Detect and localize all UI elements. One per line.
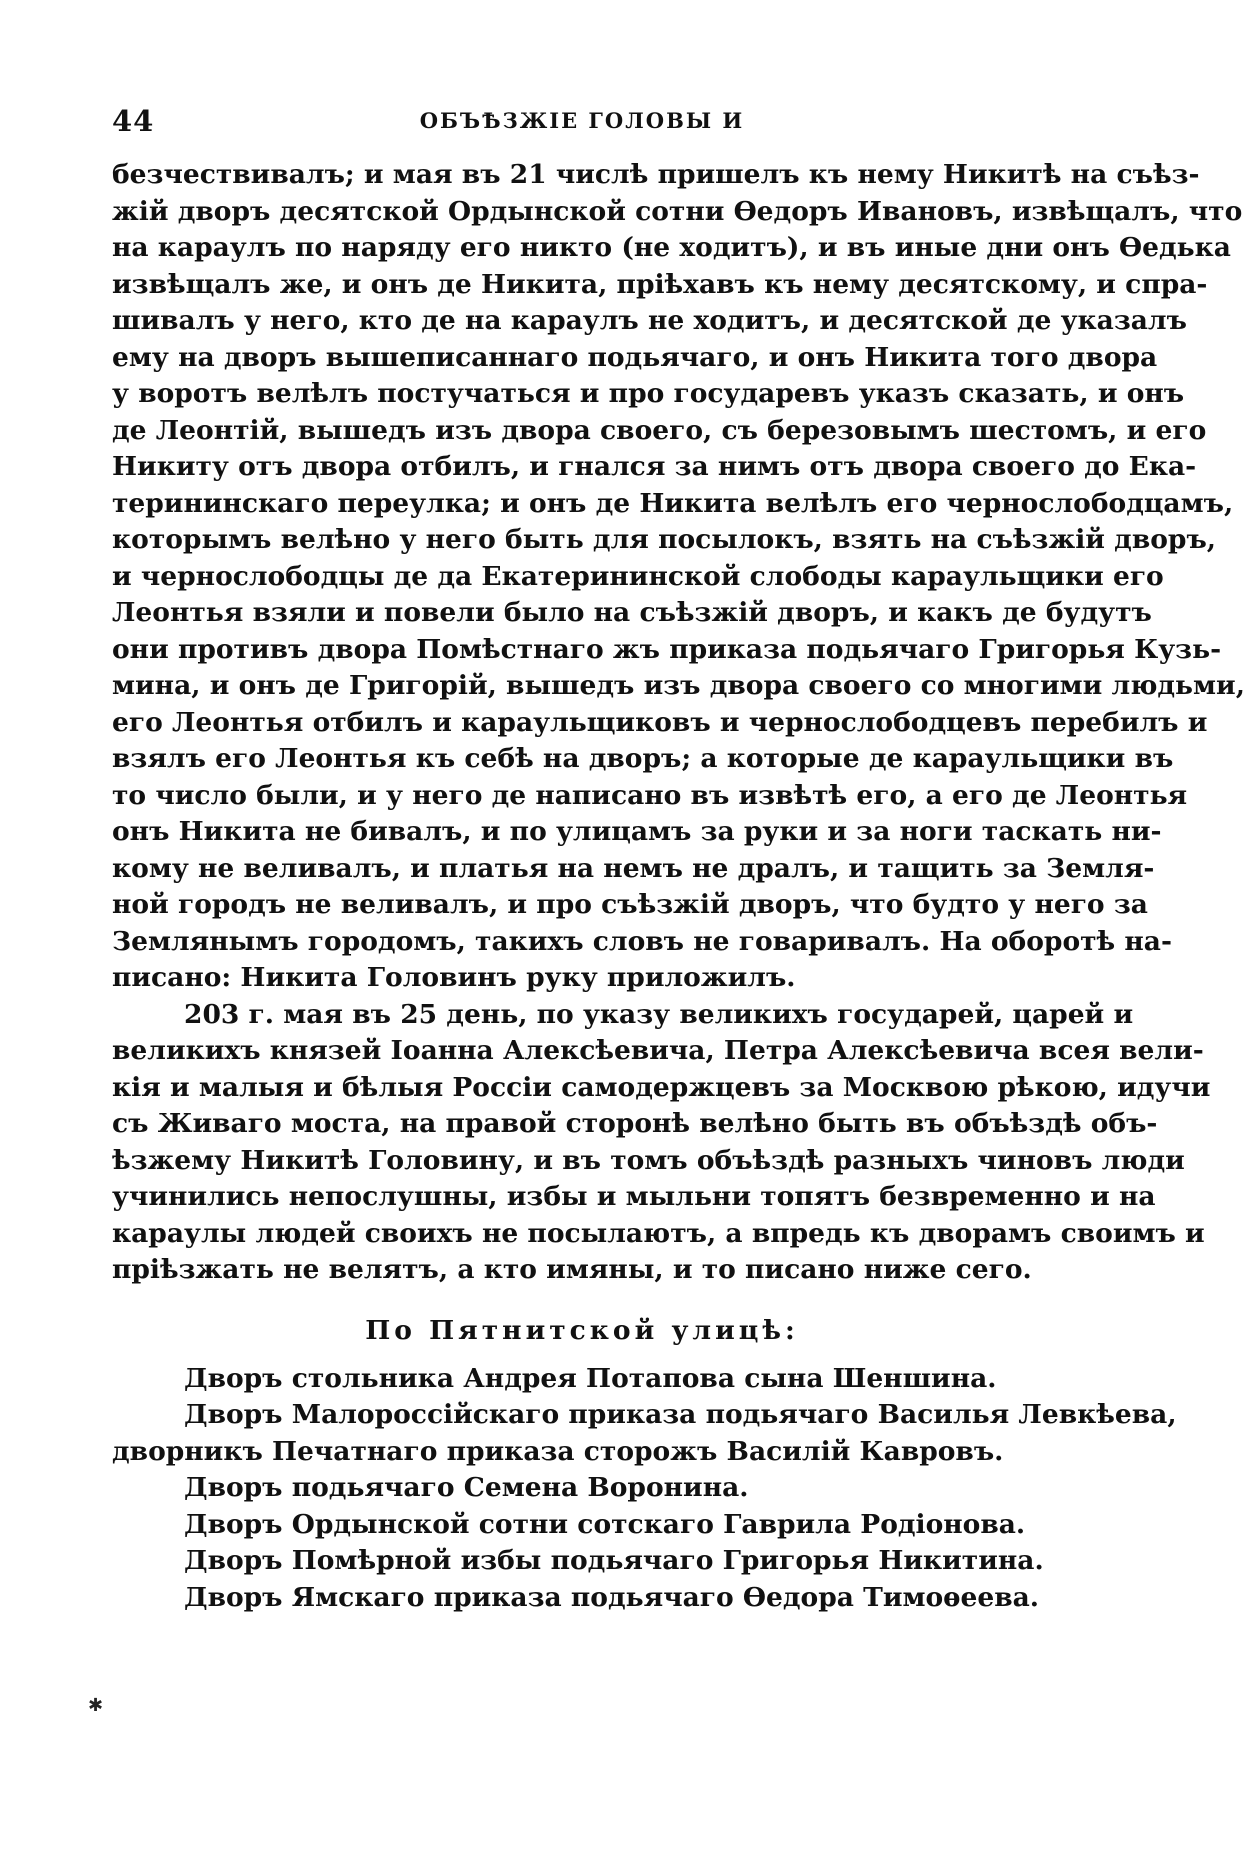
running-head: ОБЪѢЗЖІЕ ГОЛОВЫ И bbox=[419, 108, 745, 133]
text-line: то число были, и у него де написано въ извѣтѣ его, а его де Леонтья bbox=[112, 779, 1188, 811]
text-line: ему на дворъ вышеписаннаго подьячаго, и онъ Никита того двора bbox=[112, 341, 1158, 373]
text-line: ѣзжему Никитѣ Головину, и въ томъ объѣздѣ разныхъ чиновъ люди bbox=[112, 1144, 1185, 1176]
list-item bbox=[112, 1470, 1052, 1507]
text-line: безчествивалъ; и мая въ 21 числѣ пришелъ къ нему Никитѣ на съѣз- bbox=[112, 159, 1200, 190]
list-item bbox=[112, 1580, 1052, 1617]
text-line: караулы людей своихъ не посылаютъ, а впредь къ дворамъ своимъ и bbox=[112, 1217, 1205, 1249]
body-text bbox=[112, 157, 1245, 1616]
list-item bbox=[112, 1543, 1052, 1580]
text-line: кому не веливалъ, и платья на немъ не дралъ, и тащить за Земля- bbox=[112, 852, 1155, 884]
text-line: извѣщалъ же, и онъ де Никита, пріѣхавъ къ нему десятскому, и спра- bbox=[112, 268, 1208, 300]
entry-line: Дворъ Малороссійскаго приказа подьячаго Василья Левкѣева, bbox=[184, 1399, 1177, 1430]
text-line: великихъ князей Іоанна Алексѣевича, Петра Алексѣевича всея вели- bbox=[112, 1035, 1204, 1066]
text-line: мина, и онъ де Григорій, вышедъ изъ двора своего со многими людьми, bbox=[112, 670, 1245, 701]
text-line: которымъ велѣно у него быть для посылокъ, взять на съѣзжій дворъ, bbox=[112, 524, 1216, 555]
text-line: у воротъ велѣлъ постучаться и про государевъ указъ сказать, и онъ bbox=[112, 378, 1185, 409]
text-line: де Леонтій, вышедъ изъ двора своего, съ березовымъ шестомъ, и его bbox=[112, 414, 1207, 446]
text-line: они противъ двора Помѣстнаго жъ приказа подьячаго Григорья Кузь- bbox=[112, 633, 1222, 665]
ink-speck-icon: ✱ bbox=[88, 1695, 104, 1716]
text-line: жій дворъ десятской Ордынской сотни Ѳедоръ Ивановъ, извѣщалъ, что bbox=[112, 195, 1243, 227]
entry-line: Дворъ стольника Андрея Потапова сына Шеншина. bbox=[184, 1362, 997, 1394]
entry-line: Дворъ Ямскаго приказа подьячаго Ѳедора Тимоѳеева. bbox=[184, 1581, 1040, 1613]
section-heading: По Пятнитской улицѣ: bbox=[365, 1314, 799, 1346]
page-header bbox=[112, 104, 1052, 138]
text-line: Леонтья взяли и повели было на съѣзжій дворъ, и какъ де будутъ bbox=[112, 597, 1152, 628]
text-line: шивалъ у него, кто де на караулъ не ходитъ, и десятской де указалъ bbox=[112, 305, 1187, 336]
entry-list bbox=[112, 1361, 1177, 1617]
text-line: Землянымъ городомъ, такихъ словъ не говаривалъ. На оборотѣ на- bbox=[112, 925, 1172, 957]
page-number: 44 bbox=[112, 104, 155, 138]
text-line: терининскаго переулка; и онъ де Никита велѣлъ его чернослободцамъ, bbox=[112, 487, 1234, 519]
text-line: и чернослободцы де да Екатерининской слободы караульщики его bbox=[112, 560, 1164, 592]
text-line: Никиту отъ двора отбилъ, и гнался за нимъ отъ двора своего до Ека- bbox=[112, 451, 1197, 482]
text-line: ной городъ не веливалъ, и про съѣзжій дворъ, что будто у него за bbox=[112, 889, 1148, 920]
text-line: его Леонтья отбилъ и караульщиковъ и чернослободцевъ перебилъ и bbox=[112, 706, 1208, 738]
text-line: пріѣзжать не велятъ, а кто имяны, и то писано ниже сего. bbox=[112, 1254, 1032, 1285]
list-item bbox=[112, 1361, 1052, 1398]
text-line: онъ Никита не бивалъ, и по улицамъ за руки и за ноги таскать ни- bbox=[112, 816, 1162, 847]
text-line: 203 г. мая въ 25 день, по указу великихъ государей, царей и bbox=[184, 998, 1134, 1030]
text-line: кія и малыя и бѣлыя Россіи самодержцевъ за Москвою рѣкою, идучи bbox=[112, 1071, 1211, 1103]
text-line: учинились непослушны, избы и мыльни топятъ безвременно и на bbox=[112, 1181, 1156, 1212]
entry-line: дворникъ Печатнаго приказа сторожъ Василій Кавровъ. bbox=[112, 1435, 1004, 1467]
entry-line: Дворъ подьячаго Семена Воронина. bbox=[184, 1472, 749, 1503]
entry-line: Дворъ Ордынской сотни сотскаго Гаврила Родіонова. bbox=[184, 1508, 1026, 1540]
text-line: взялъ его Леонтья къ себѣ на дворъ; а которые де караульщики въ bbox=[112, 743, 1174, 774]
list-item bbox=[112, 1397, 1177, 1470]
list-item bbox=[112, 1507, 1052, 1544]
text-line: писано: Никита Головинъ руку приложилъ. bbox=[112, 962, 796, 993]
text-line: на караулъ по наряду его никто (не ходитъ), и въ иные дни онъ Ѳедька bbox=[112, 232, 1231, 263]
paragraph-1 bbox=[112, 157, 1245, 997]
paragraph-2 bbox=[112, 997, 1211, 1289]
entry-line: Дворъ Помѣрной избы подьячаго Григорья Никитина. bbox=[184, 1545, 1044, 1576]
text-line: съ Живаго моста, на правой сторонѣ велѣно быть въ объѣздѣ объ- bbox=[112, 1108, 1158, 1139]
